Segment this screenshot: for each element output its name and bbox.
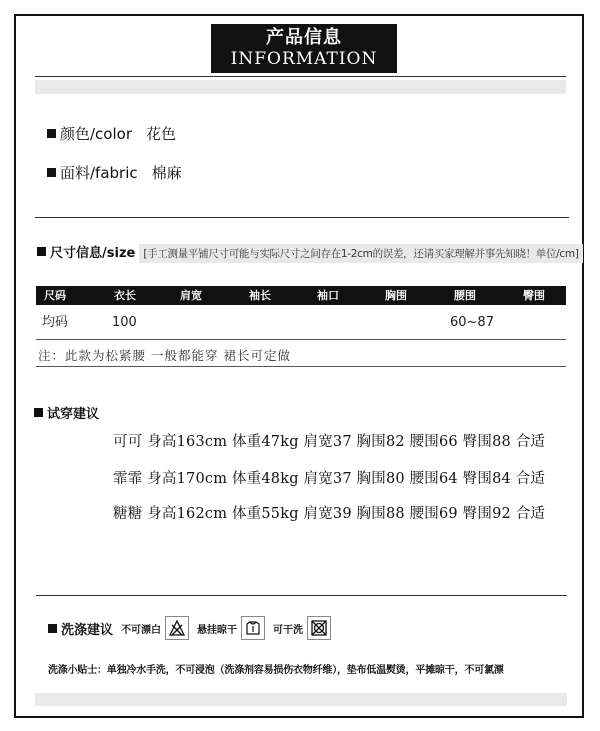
col-header: 尺码: [44, 289, 66, 302]
title-en: INFORMATION: [230, 49, 378, 69]
wash-section: [48, 616, 331, 640]
col-header: 袖长: [249, 289, 271, 302]
size-heading-label: 尺寸信息/size: [50, 246, 136, 261]
table-cell: 100: [112, 315, 137, 330]
wash-label: 不可漂白: [121, 624, 162, 636]
size-heading: [37, 242, 583, 263]
divider: [36, 339, 566, 340]
col-header: 衣长: [114, 289, 136, 302]
try-on-heading-label: 试穿建议: [47, 407, 100, 422]
col-header: 袖口: [317, 289, 339, 302]
divider: [35, 217, 569, 218]
fabric-value: 棉麻: [151, 164, 182, 182]
grey-band: [35, 693, 567, 706]
try-on-row: 糖糖 身高162cm 体重55kg 肩宽39 胸围88 腰围69 臀围92 合适: [113, 506, 546, 522]
col-header: 肩宽: [180, 289, 202, 302]
bullet-square: [47, 129, 56, 138]
no-bleach-icon: [165, 616, 189, 640]
color-label: 颜色/color: [60, 125, 132, 143]
hang-dry-icon: [241, 616, 265, 640]
fabric-row: [47, 162, 182, 183]
table-cell: 60~87: [450, 315, 494, 330]
title-cn: 产品信息: [266, 27, 342, 48]
col-header: 胸围: [385, 289, 407, 302]
divider: [35, 76, 566, 77]
wash-tip: 洗涤小贴士：单独冷水手洗，不可浸泡（洗涤剂容易损伤衣物纤维），垫布低温熨烫，平摊晾干，不可氯漂: [48, 665, 504, 676]
col-header: 腰围: [454, 289, 476, 302]
size-note: [手工测量平铺尺寸可能与实际尺寸之间存在1-2cm的误差，还请买家理解并事先知晓！单位/cm]: [139, 244, 582, 263]
try-on-row: 霏霏 身高170cm 体重48kg 肩宽37 胸围80 腰围64 臀围84 合适: [113, 471, 546, 487]
divider: [36, 366, 566, 367]
divider: [36, 595, 567, 596]
wash-label: 悬挂晾干: [197, 624, 238, 636]
col-header: 臀围: [523, 289, 545, 302]
size-remark: 注：此款为松紧腰 一般都能穿 裙长可定做: [38, 348, 291, 363]
fabric-label: 面料/fabric: [60, 164, 138, 182]
no-tumble-dry-icon: [307, 616, 331, 640]
color-value: 花色: [146, 125, 177, 143]
wash-label: 可干洗: [273, 624, 304, 636]
try-on-heading: [34, 403, 99, 422]
bullet-square: [34, 408, 43, 417]
table-cell: 均码: [42, 315, 69, 330]
info-title: [211, 24, 397, 73]
bullet-square: [48, 624, 57, 633]
wash-heading: 洗涤建议: [61, 622, 114, 638]
bullet-square: [47, 168, 56, 177]
try-on-row: 可可 身高163cm 体重47kg 肩宽37 胸围82 腰围66 臀围88 合适: [113, 434, 546, 450]
grey-band: [35, 80, 566, 94]
color-row: [47, 123, 176, 144]
table-row: [36, 312, 566, 334]
size-table-header: [36, 286, 566, 305]
bullet-square: [37, 247, 46, 256]
